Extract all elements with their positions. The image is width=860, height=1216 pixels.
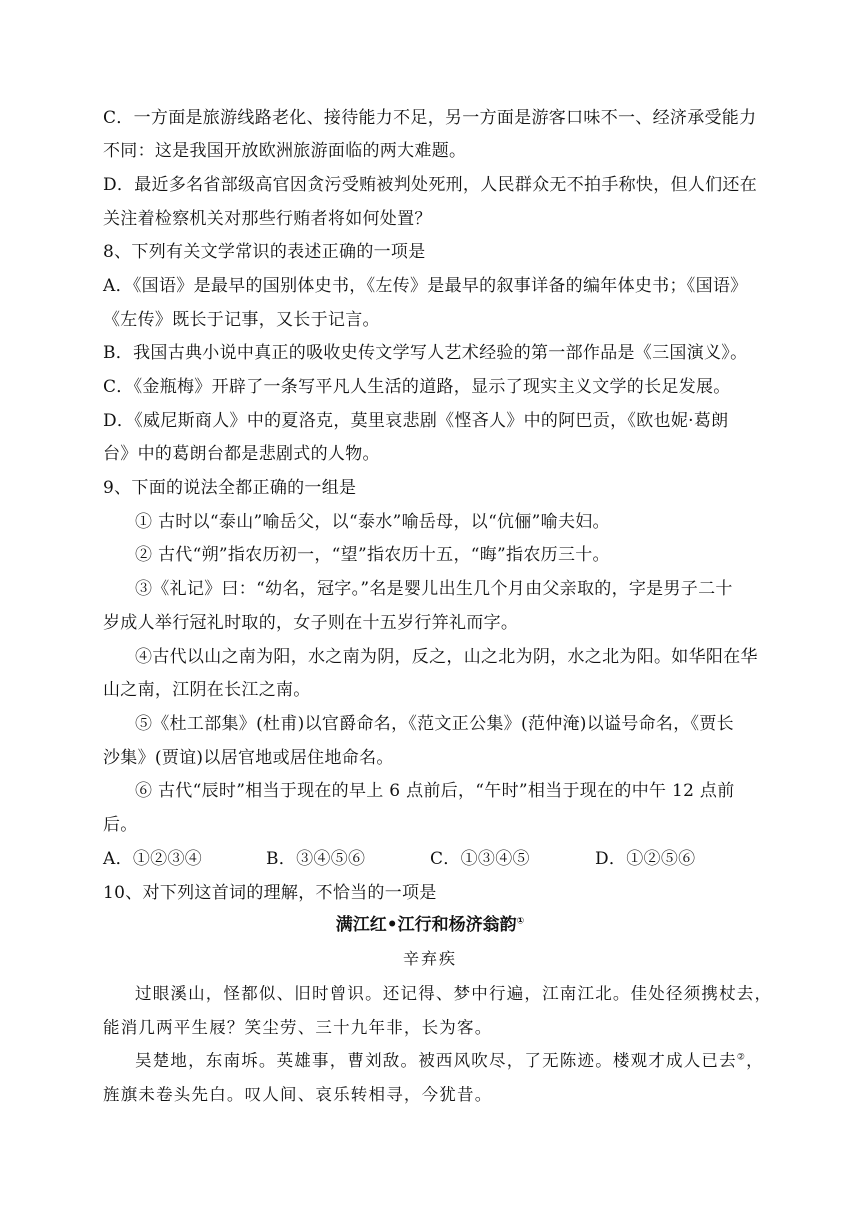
q9-option-a: A．①②③④ [103, 849, 203, 869]
q8-option-a-line1: A．《国语》是最早的国别体史书，《左传》是最早的叙事详备的编年体史书；《国语》 [103, 276, 748, 296]
q9-item-2: ② 古代“朔”指农历初一，“望”指农历十五，“晦”指农历三十。 [135, 545, 610, 565]
q10-stem: 10、对下列这首词的理解，不恰当的一项是 [103, 883, 437, 903]
poem-stanza2-line1: 吴楚地，东南坼。英雄事，曹刘敌。被西风吹尽，了无陈迹。楼观才成人已去②， [135, 1051, 764, 1070]
q9-item-4-line2: 山之南，江阴在长江之南。 [103, 680, 311, 700]
q7-option-d-line2: 关注着检察机关对那些行贿者将如何处置？ [103, 209, 432, 229]
q8-option-b: B．我国古典小说中真正的吸收史传文学写人艺术经验的第一部作品是《三国演义》。 [103, 343, 748, 363]
q8-option-d-line2: 台》中的葛朗台都是悲剧式的人物。 [103, 444, 380, 464]
q9-option-b: B．③④⑤⑥ [266, 849, 366, 869]
poem-author: 辛弃疾 [402, 949, 457, 968]
poem-stanza2-line2: 旌旗未卷头先白。叹人间、哀乐转相寻，今犹昔。 [103, 1085, 493, 1104]
q9-option-c: C．①③④⑤ [430, 849, 530, 869]
q8-option-a-line2: 《左传》既长于记事，又长于记言。 [103, 310, 380, 330]
poem-title: 满江红•江行和杨济翁韵① [335, 915, 525, 935]
q8-option-c: C．《金瓶梅》开辟了一条写平凡人生活的道路，显示了现实主义文学的长足发展。 [103, 377, 731, 397]
q9-item-3-line2: 岁成人举行冠礼时取的，女子则在十五岁行笄礼而字。 [103, 613, 519, 633]
q9-option-d: D．①②⑤⑥ [595, 849, 696, 869]
q9-item-5-line2: 沙集》(贾谊)以居官地或居住地命名。 [103, 748, 394, 768]
q9-item-3-line1: ③《礼记》曰：“幼名，冠字。”名是婴儿出生几个月由父亲取的，字是男子二十 [135, 579, 733, 599]
q7-option-c-line1: C．一方面是旅游线路老化、接待能力不足，另一方面是游客口味不一、经济承受能力 [103, 108, 757, 128]
poem-title-footnote: ① [516, 916, 525, 927]
q9-item-5-line1: ⑤《杜工部集》(杜甫)以官爵命名，《范文正公集》(范仲淹)以谥号命名，《贾长 [135, 714, 734, 734]
q8-option-d-line1: D．《威尼斯商人》中的夏洛克，莫里哀悲剧《悭吝人》中的阿巴贡，《欧也妮·葛朗 [103, 411, 729, 431]
q7-option-d-line1: D．最近多名省部级高官因贪污受贿被判处死刑，人民群众无不拍手称快，但人们还在 [103, 175, 758, 195]
q9-stem: 9、下面的说法全都正确的一组是 [103, 478, 357, 498]
q9-item-1: ① 古时以“泰山”喻岳父，以“泰水”喻岳母，以“伉俪”喻夫妇。 [135, 512, 610, 532]
q9-item-6-line2: 后。 [103, 815, 138, 835]
poem-stanza1-line1: 过眼溪山，怪都似、旧时曾识。还记得、梦中行遍，江南江北。佳处径须携杖去， [135, 984, 773, 1003]
q7-option-c-line2: 不同：这是我国开放欧洲旅游面临的两大难题。 [103, 141, 467, 161]
q9-item-4-line1: ④古代以山之南为阳，水之南为阴，反之，山之北为阴，水之北为阳。如华阳在华 [135, 647, 758, 667]
q9-item-6-line1: ⑥ 古代“辰时”相当于现在的早上 6 点前后，“午时”相当于现在的中午 12 点前 [135, 781, 735, 801]
poem-stanza1-line2: 能消几两平生屐？笑尘劳、三十九年非，长为客。 [103, 1018, 493, 1037]
q8-stem: 8、下列有关文学常识的表述正确的一项是 [103, 242, 426, 262]
poem-footnote-2: ② [736, 1052, 747, 1063]
